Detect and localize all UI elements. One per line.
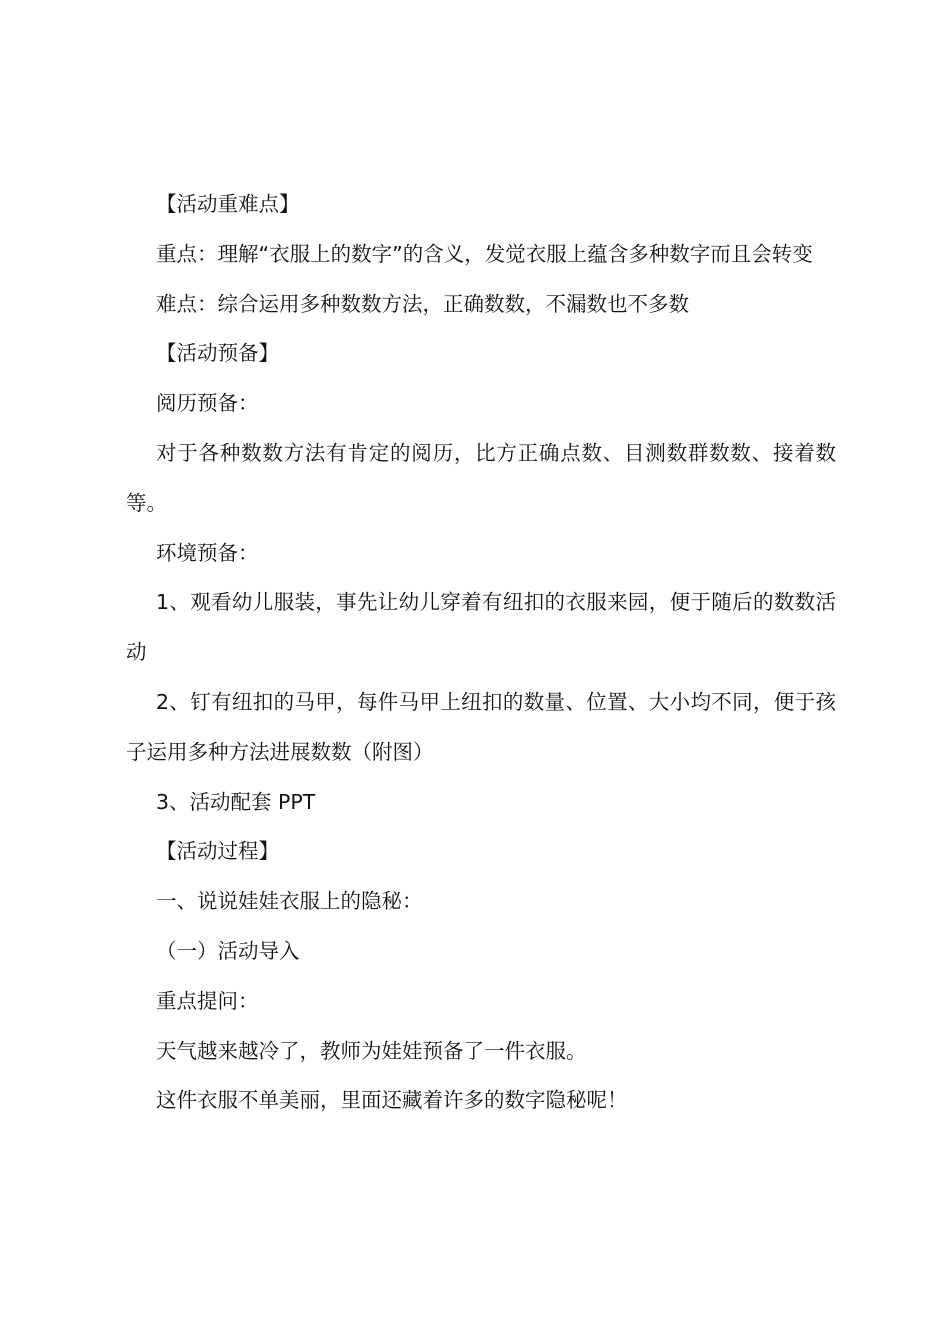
section-heading-preparation: 【活动预备】 xyxy=(156,341,279,366)
paragraph-experience: 对于各种数数方法有肯定的阅历，比方正确点数、目测数群数数、接着数等。 xyxy=(126,440,836,515)
paragraph-question-2: 这件衣服不单美丽，里面还藏着许多的数字隐秘呢！ xyxy=(156,1088,628,1113)
section-heading-key-points: 【活动重难点】 xyxy=(156,192,300,216)
paragraph-experience-label: 阅历预备： xyxy=(156,391,259,416)
paragraph-question-1: 天气越来越冷了，教师为娃娃预备了一件衣服。 xyxy=(156,1038,587,1063)
section-heading-process: 【活动过程】 xyxy=(156,839,279,864)
paragraph-environment-item-2: 2、钉有纽扣的马甲，每件马甲上纽扣的数量、位置、大小均不同，便于孩子运用多种方法进展数数（附图） xyxy=(126,689,836,764)
paragraph-environment-label: 环境预备： xyxy=(156,540,259,565)
paragraph-focus: 重点：理解“衣服上的数字”的含义，发觉衣服上蕴含多种数字而且会转变 xyxy=(156,241,813,266)
paragraph-key-question-label: 重点提问： xyxy=(156,988,259,1013)
paragraph-difficulty: 难点：综合运用多种数数方法，正确数数，不漏数也不多数 xyxy=(156,291,689,316)
paragraph-intro-heading: （一）活动导入 xyxy=(156,938,300,963)
paragraph-environment-item-1: 1、观看幼儿服装，事先让幼儿穿着有纽扣的衣服来园，便于随后的数数活动 xyxy=(126,590,836,665)
paragraph-environment-item-3: 3、活动配套 PPT xyxy=(156,789,316,814)
paragraph-step-1: 一、说说娃娃衣服上的隐秘： xyxy=(156,889,423,914)
document-page xyxy=(126,180,836,1126)
